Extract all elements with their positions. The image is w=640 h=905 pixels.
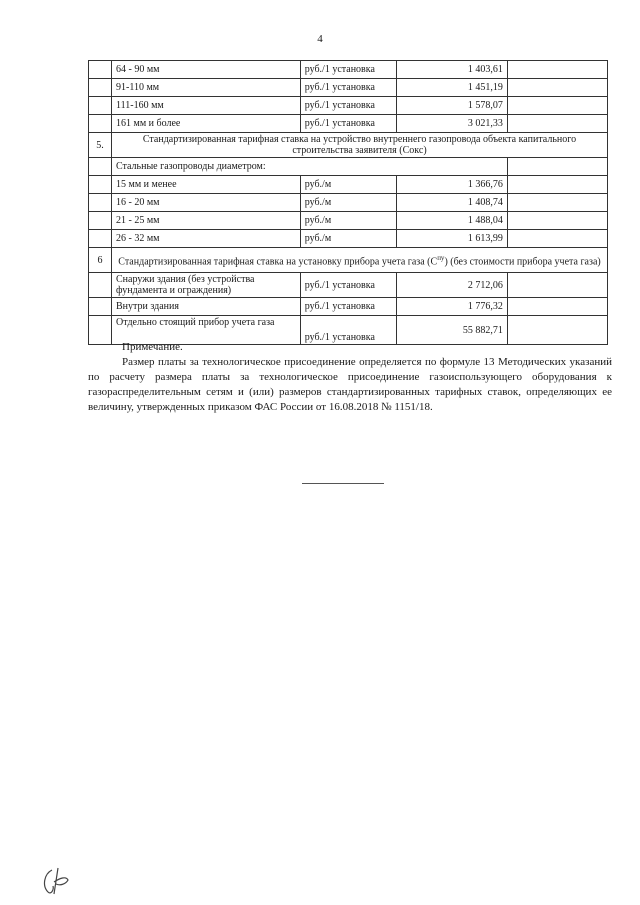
- row-unit: руб./1 установка: [300, 115, 397, 133]
- row-unit: руб./1 установка: [300, 61, 397, 79]
- row-price: 1 776,32: [397, 298, 507, 316]
- row-price: 1 578,07: [397, 97, 507, 115]
- row-price: 1 488,04: [397, 212, 507, 230]
- row-name: Отдельно стоящий прибор учета газа: [112, 316, 301, 345]
- row-price: 1 366,76: [397, 176, 507, 194]
- row-unit: руб./м: [300, 176, 397, 194]
- divider-line: [302, 483, 384, 484]
- row-name: 111-160 мм: [112, 97, 301, 115]
- table-row: [89, 230, 608, 248]
- section-title-part: Стандартизированная тарифная ставка на установку прибора учета газа (С: [118, 256, 438, 268]
- table-row: [89, 115, 608, 133]
- page-number: 4: [317, 33, 323, 45]
- row-num-cell: [89, 273, 112, 298]
- row-num-cell: [89, 298, 112, 316]
- row-price: 1 613,99: [397, 230, 507, 248]
- row-name: 91-110 мм: [112, 79, 301, 97]
- row-blank-cell: [507, 273, 607, 298]
- row-blank-cell: [507, 115, 607, 133]
- row-blank-cell: [507, 212, 607, 230]
- section-title-part: ) (без стоимости прибора учета газа): [444, 256, 601, 268]
- section-number: 6: [89, 248, 112, 273]
- table-row: [89, 61, 608, 79]
- row-blank-cell: [507, 158, 607, 176]
- row-unit: руб./1 установка: [300, 79, 397, 97]
- row-name: Внутри здания: [112, 298, 301, 316]
- subheader-row: [89, 158, 608, 176]
- row-unit: руб./1 установка: [300, 273, 397, 298]
- row-unit: руб./м: [300, 194, 397, 212]
- row-name: 16 - 20 мм: [112, 194, 301, 212]
- row-unit: руб./м: [300, 230, 397, 248]
- row-price: 3 021,33: [397, 115, 507, 133]
- row-price: 1 451,19: [397, 79, 507, 97]
- note-block: [88, 340, 612, 415]
- row-num-cell: [89, 194, 112, 212]
- table-row: [89, 273, 608, 298]
- row-unit: руб./1 установка: [300, 298, 397, 316]
- row-price: 55 882,71: [397, 316, 507, 345]
- row-unit: руб./м: [300, 212, 397, 230]
- row-name: 21 - 25 мм: [112, 212, 301, 230]
- signature-mark: [38, 862, 74, 898]
- section-title-superscript: пу: [437, 253, 445, 262]
- section-title: [112, 248, 608, 273]
- row-price: 1 403,61: [397, 61, 507, 79]
- table-row: [89, 194, 608, 212]
- row-num-cell: [89, 212, 112, 230]
- table-row: [89, 79, 608, 97]
- row-name: 161 мм и более: [112, 115, 301, 133]
- row-blank-cell: [507, 176, 607, 194]
- row-unit: руб./1 установка: [300, 97, 397, 115]
- row-num-cell: [89, 158, 112, 176]
- row-blank-cell: [507, 79, 607, 97]
- row-name: Снаружи здания (без устройства фундамента и ограждения): [112, 273, 301, 298]
- row-price: 1 408,74: [397, 194, 507, 212]
- row-blank-cell: [507, 298, 607, 316]
- section-title: Стандартизированная тарифная ставка на устройство внутреннего газопровода объекта капитального строительства заявителя (Сокс): [112, 133, 608, 158]
- table-row: [89, 212, 608, 230]
- note-text: Размер платы за технологическое присоединение определяется по формуле 13 Методических указаний по расчету размера платы за технологическое присоединение газоиспользующего оборудования к газораспределительным сетям и (или) размеров стандартизированных тарифных ставок, определяющих ее величину, утвержденных приказом ФАС России от 16.08.2018 № 1151/18.: [88, 356, 612, 413]
- row-num-cell: [89, 97, 112, 115]
- row-blank-cell: [507, 97, 607, 115]
- row-blank-cell: [507, 230, 607, 248]
- table-row: [89, 298, 608, 316]
- row-num-cell: [89, 230, 112, 248]
- tariff-table: [88, 60, 608, 345]
- table-row: [89, 97, 608, 115]
- row-name: 64 - 90 мм: [112, 61, 301, 79]
- row-name: 26 - 32 мм: [112, 230, 301, 248]
- row-price: 2 712,06: [397, 273, 507, 298]
- row-blank-cell: [507, 194, 607, 212]
- row-blank-cell: [507, 61, 607, 79]
- row-num-cell: [89, 61, 112, 79]
- row-num-cell: [89, 176, 112, 194]
- row-name: 15 мм и менее: [112, 176, 301, 194]
- row-num-cell: [89, 115, 112, 133]
- section-number: 5.: [89, 133, 112, 158]
- section-header-row: [89, 133, 608, 158]
- section-header-row: [89, 248, 608, 273]
- row-num-cell: [89, 79, 112, 97]
- section-subheader: Стальные газопроводы диаметром:: [112, 158, 508, 176]
- note-title: Примечание.: [122, 341, 183, 353]
- table-row: [89, 176, 608, 194]
- row-unit: руб./1 установка: [300, 316, 397, 345]
